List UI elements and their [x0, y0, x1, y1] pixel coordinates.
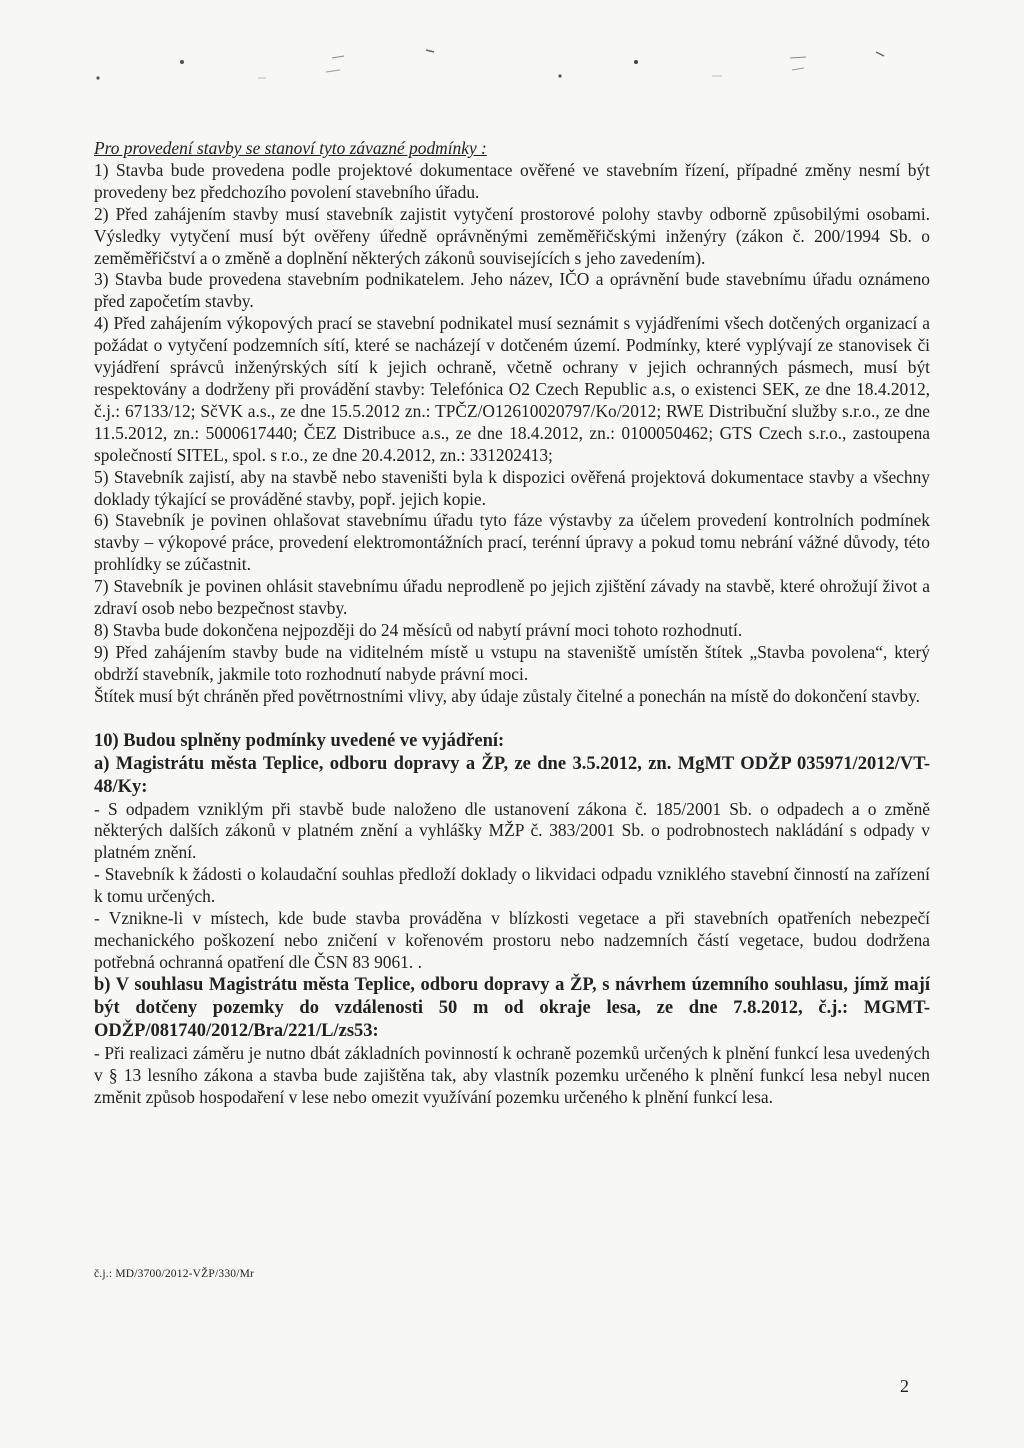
- condition-text: Stavebník je povinen ohlašovat stavebnímu úřadu tyto fáze výstavby za účelem provedení kontrolních podmínek stavby – výkopové práce, provedení elektromontážních prací, terénní úpravy a pokud tomu nebrání vážné důvody, této prohlídky se zúčastnit.: [94, 510, 930, 575]
- condition-number: 2): [94, 203, 109, 224]
- condition-1: [94, 160, 930, 204]
- scan-specks: [0, 0, 1024, 120]
- condition-number: 8): [94, 619, 109, 640]
- condition-text: Před zahájením stavby musí stavebník zajistit vytyčení prostorové polohy stavby odborně způsobilými osobami. Výsledky vytyčení musí být ověřeny úředně oprávněnými zeměměřičskými inženýry (zákon č. 200/1994 Sb. o zeměměřičství a o změně a doplnění některých zákonů souvisejících s jeho zavedením).: [94, 203, 930, 268]
- condition-number: 9): [94, 641, 109, 662]
- condition-text: Stavba bude dokončena nejpozději do 24 měsíců od nabytí právní moci tohoto rozhodnutí.: [112, 619, 743, 640]
- condition-number: 4): [94, 313, 109, 334]
- condition-5: [94, 467, 930, 511]
- condition-number: 7): [94, 576, 109, 597]
- document-body: [94, 138, 930, 1109]
- condition-text: Před zahájením výkopových prací se stavební podnikatel musí seznámit s vyjádřeními všech dotčených organizací a požádat o vytyčení podzemních sítí, které se nacházejí v dotčeném území. Podmínky, které vyplývají ze stanovisek či vyjádření správců inženýrských sítí k jejich ochraně, včetně ochrany v jejich ochranných pásmech, musí být respektovány a dodrženy při provádění stavby: Telefónica O2 Czech Republic a.s, o existenci SEK, ze dne 18.4.2012, č.j.: 67133/12; SčVK a.s., ze dne 15.5.2012 zn.: TPČZ/O12610020797/Ko/2012; RWE Distribuční služby s.r.o., ze dne 11.5.2012, zn.: 5000617440; ČEZ Distribuce a.s., ze dne 18.4.2012, zn.: 0100050462; GTS Czech s.r.o., zastoupena společností SITEL, spol. s r.o., ze dne 20.4.2012, zn.: 331202413;: [94, 313, 930, 465]
- condition-number: 1): [94, 159, 109, 180]
- spacer: [94, 708, 930, 730]
- condition-text: Stavba bude provedena podle projektové dokumentace ověřené ve stavebním řízení, případné změny nesmí být provedeny bez předchozího povolení stavebního úřadu.: [94, 159, 930, 202]
- section-10b-heading: b) V souhlasu Magistrátu města Teplice, odboru dopravy a ŽP, s návrhem územního souhlasu, jímž mají být dotčeny pozemky do vzdálenosti 50 m od okraje lesa, ze dne 7.8.2012, č.j.: MGMT-ODŽP/081740/2012/Bra/221/L/zs53:: [94, 974, 930, 1041]
- section-10a-item-3: - Vznikne-li v místech, kde bude stavba prováděna v blízkosti vegetace a při stavebních opatřeních nebezpečí mechanického poškození nebo zničení v kořenovém prostoru nebo nadzemních částí vegetace, budou dodržena potřebná ochranná opatření dle ČSN 83 9061. .: [94, 908, 930, 972]
- condition-7: [94, 576, 930, 620]
- condition-number: 6): [94, 510, 109, 531]
- section-10-heading: 10) Budou splněny podmínky uvedené ve vyjádření:: [94, 730, 505, 751]
- condition-9-note: Štítek musí být chráněn před povětrnostními vlivy, aby údaje zůstaly čitelné a ponechán na místě do dokončení stavby.: [94, 685, 921, 706]
- reference-number: č.j.: MD/3700/2012-VŽP/330/Mr: [94, 1268, 255, 1280]
- condition-text: Před zahájením stavby bude na viditelném místě u vstupu na staveniště umístěn štítek „Stavba povolena“, který obdrží stavebník, jakmile toto rozhodnutí nabyde právní moci.: [94, 641, 930, 684]
- intro-heading: Pro provedení stavby se stanoví tyto závazné podmínky :: [94, 138, 487, 158]
- condition-text: Stavba bude provedena stavebním podnikatelem. Jeho název, IČO a oprávnění bude stavebnímu úřadu oznámeno před započetím stavby.: [94, 269, 930, 312]
- condition-number: 3): [94, 269, 109, 290]
- section-10a-item-1: - S odpadem vzniklým při stavbě bude naloženo dle ustanovení zákona č. 185/2001 Sb. o odpadech a o změně některých dalších zákonů v platném znění a vyhlášky MŽP č. 383/2001 Sb. o podrobnostech nakládání s odpady v platném znění.: [94, 798, 930, 863]
- condition-4: [94, 313, 930, 466]
- condition-2: [94, 204, 930, 270]
- condition-3: [94, 269, 930, 313]
- section-10a-heading: a) Magistrátu města Teplice, odboru dopravy a ŽP, ze dne 3.5.2012, zn. MgMT ODŽP 035971/2012/VT-48/Ky:: [94, 753, 930, 797]
- condition-9: [94, 642, 930, 686]
- condition-text: Stavebník je povinen ohlásit stavebnímu úřadu neprodleně po jejich zjištění závady na stavbě, které ohrožují život a zdraví osob nebo bezpečnost stavby.: [94, 576, 930, 619]
- page-number: 2: [900, 1376, 909, 1396]
- condition-8: [94, 620, 930, 642]
- condition-6: [94, 510, 930, 576]
- condition-text: Stavebník zajistí, aby na stavbě nebo staveništi byla k dispozici ověřená projektová dokumentace stavby a všechny doklady týkající se prováděné stavby, popř. jejich kopie.: [94, 466, 930, 509]
- section-10a-item-2: - Stavebník k žádosti o kolaudační souhlas předloží doklady o likvidaci odpadu vzniklého stavební činností na zařízení k tomu určených.: [94, 864, 930, 907]
- section-10b-item-1: - Při realizaci záměru je nutno dbát základních povinností k ochraně pozemků určených k plnění funkcí lesa uvedených v § 13 lesního zákona a stavba bude zajištěna tak, aby vlastník pozemku určeného k plnění funkcí lesa nebyl nucen změnit způsob hospodaření v lese nebo omezit využívání pozemku určeného k plnění funkcí lesa.: [94, 1042, 930, 1107]
- condition-number: 5): [94, 466, 109, 487]
